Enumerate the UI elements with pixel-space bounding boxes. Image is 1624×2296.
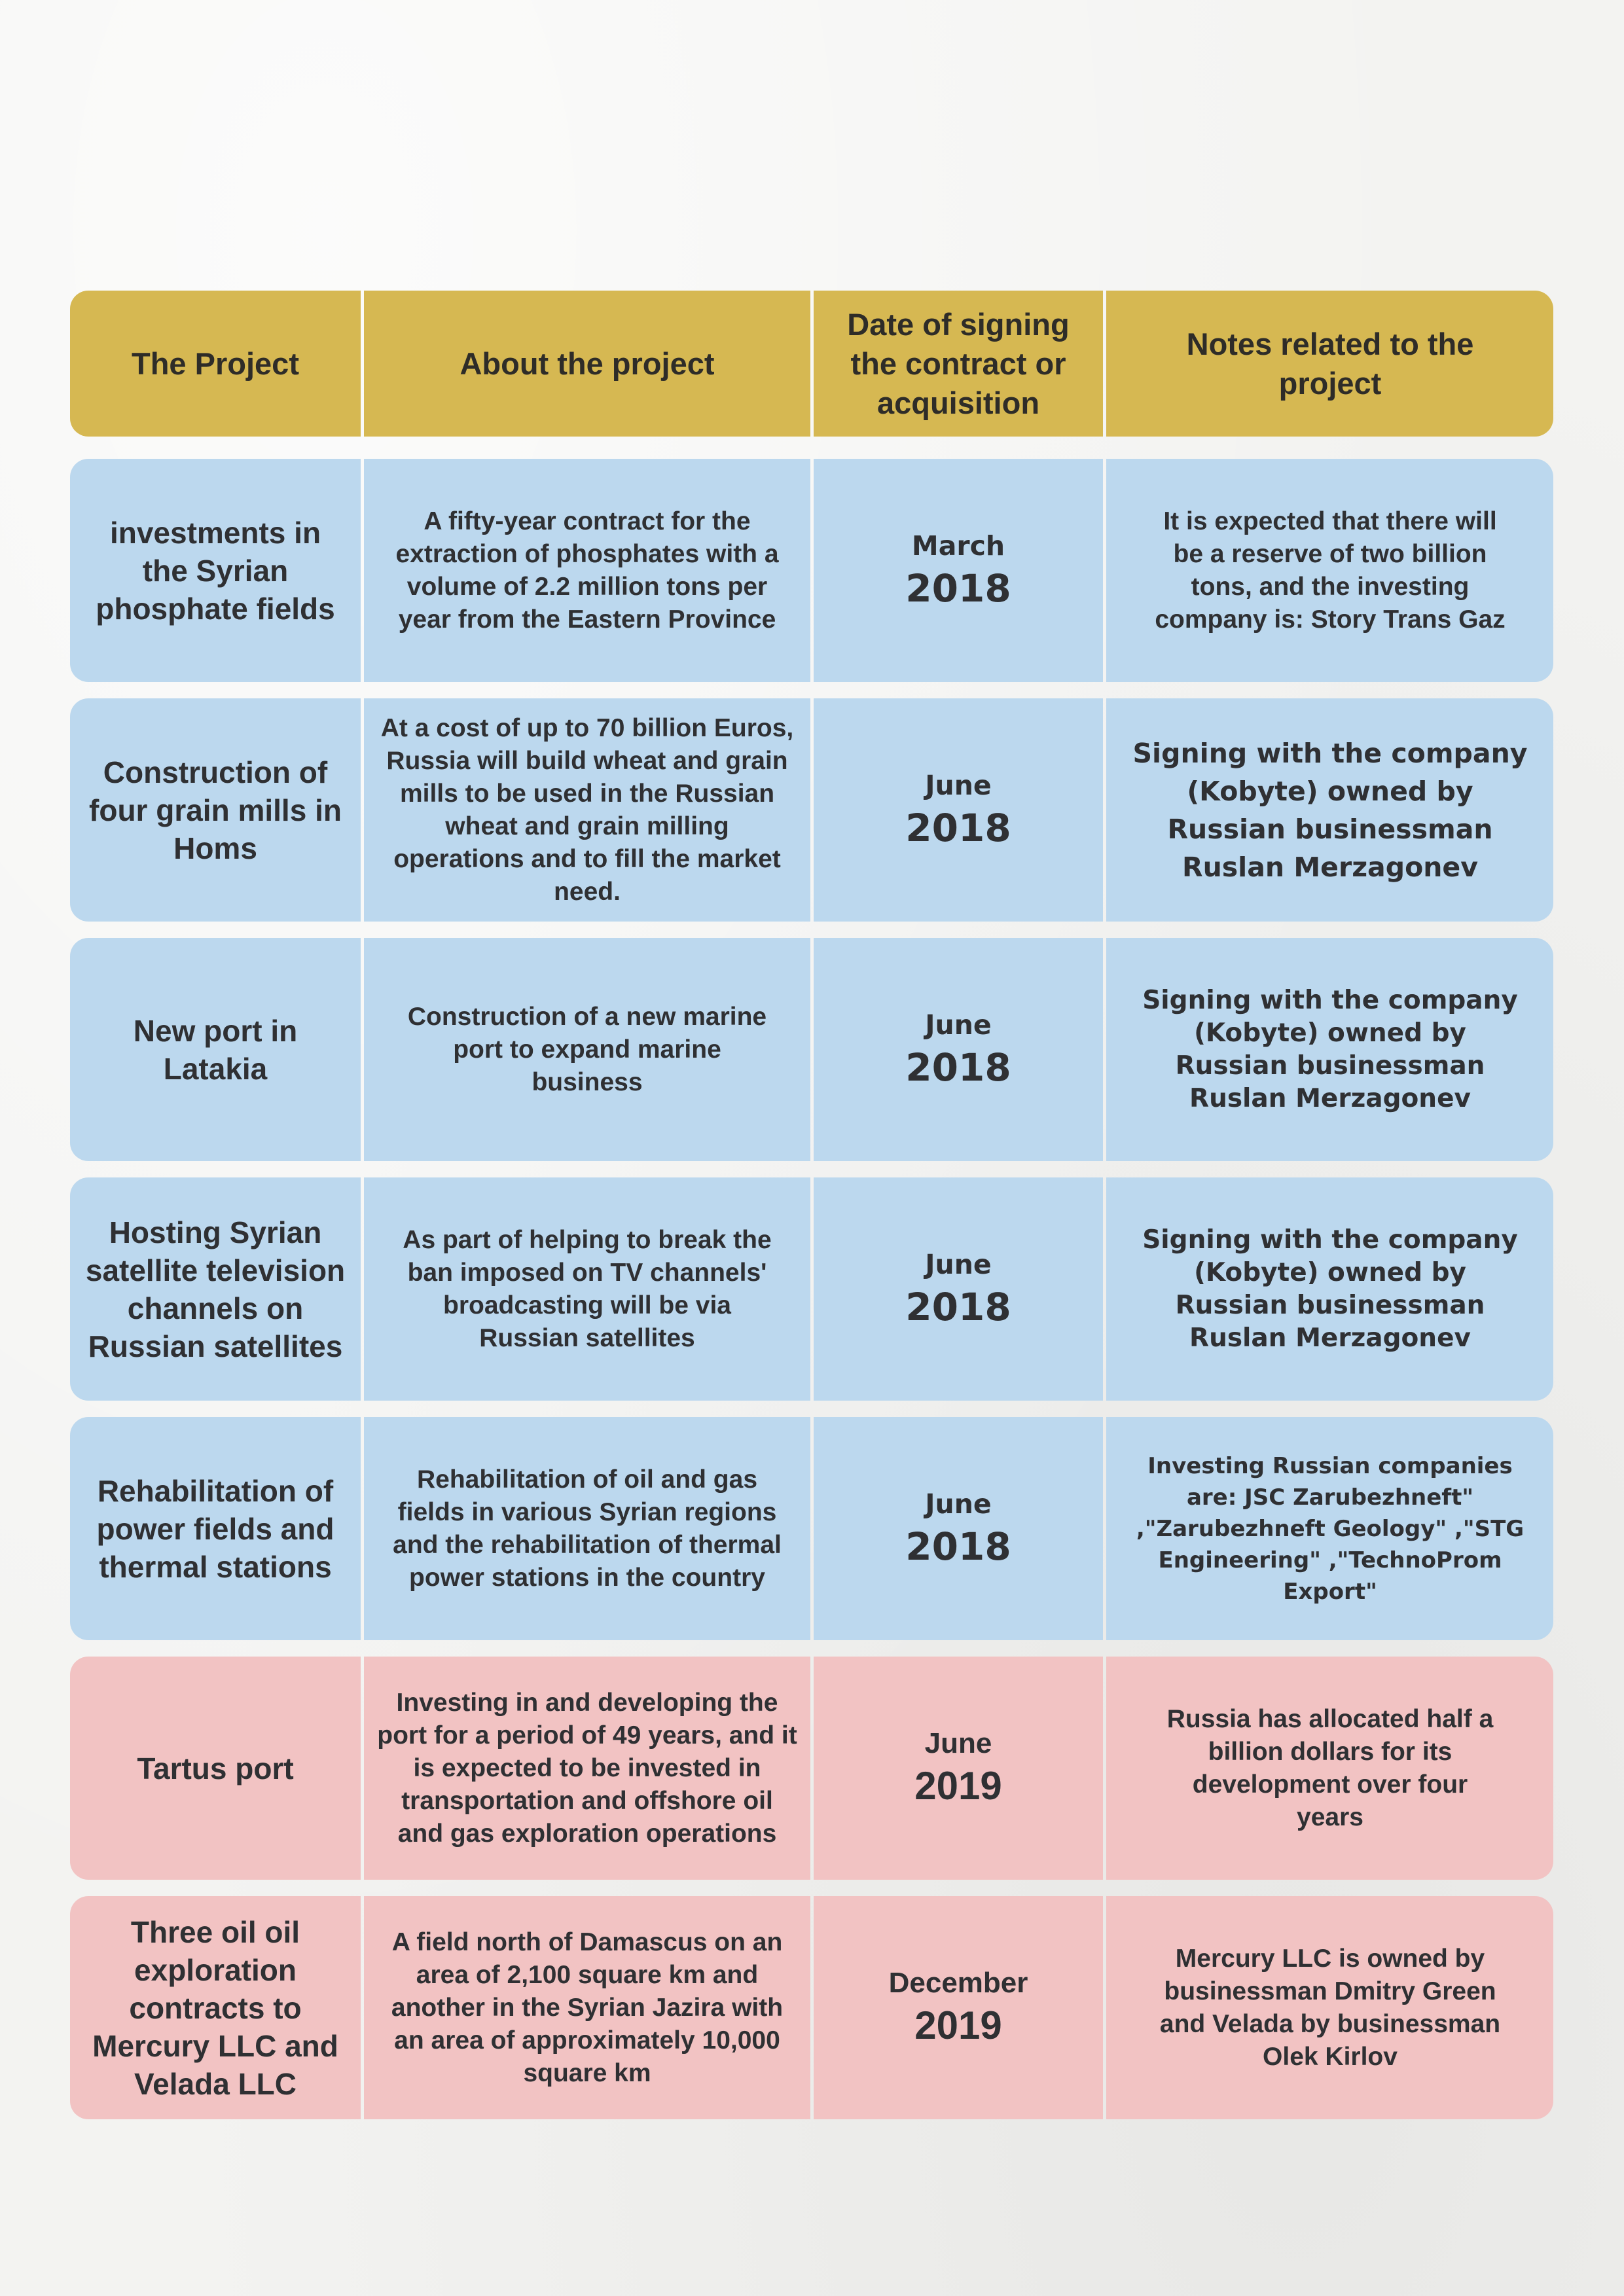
date-month: June [925, 769, 992, 801]
table-row [70, 459, 1553, 682]
project-cell: Hosting Syrian satellite television channels on Russian satellites [70, 1177, 361, 1401]
project-cell: Construction of four grain mills in Homs [70, 698, 361, 922]
header-about: About the project [364, 291, 810, 437]
about-cell: Rehabilitation of oil and gas fields in various Syrian regions and the rehabilitation of thermal power stations in the country [364, 1417, 810, 1640]
notes-cell: Mercury LLC is owned by businessman Dmitry Green and Velada by businessman Olek Kirlov [1106, 1896, 1553, 2119]
header-project: The Project [70, 291, 361, 437]
about-cell: As part of helping to break the ban imposed on TV channels' broadcasting will be via Russian satellites [364, 1177, 810, 1401]
date-month: June [924, 1727, 992, 1759]
date-year: 2018 [905, 1284, 1011, 1329]
project-cell: New port in Latakia [70, 938, 361, 1161]
date-cell [814, 938, 1103, 1161]
date-year: 2018 [905, 805, 1011, 850]
table-row [70, 1177, 1553, 1401]
date-month: December [888, 1966, 1028, 1999]
date-month: June [925, 1248, 992, 1280]
table-header-row [70, 291, 1553, 437]
date-year: 2018 [905, 1524, 1011, 1569]
notes-cell: Signing with the company (Kobyte) owned by Russian businessman Ruslan Merzagonev [1106, 1177, 1553, 1401]
header-notes: Notes related to the project [1106, 291, 1553, 437]
notes-cell: It is expected that there will be a reserve of two billion tons, and the investing company is: Story Trans Gaz [1106, 459, 1553, 682]
about-cell: A field north of Damascus on an area of 2,100 square km and another in the Syrian Jazira with an area of approximately 10,000 square km [364, 1896, 810, 2119]
about-cell: At a cost of up to 70 billion Euros, Russia will build wheat and grain mills to be used in the Russian wheat and grain milling operations and to fill the market need. [364, 698, 810, 922]
date-cell [814, 1177, 1103, 1401]
date-cell [814, 459, 1103, 682]
date-cell [814, 1417, 1103, 1640]
about-cell: A fifty-year contract for the extraction of phosphates with a volume of 2.2 million tons per year from the Eastern Province [364, 459, 810, 682]
date-year: 2018 [905, 565, 1011, 611]
notes-cell: Investing Russian companies are: JSC Zarubezhneft" ,"Zarubezhneft Geology" ,"STG Engineering" ,"TechnoProm Export" [1106, 1417, 1553, 1640]
notes-cell: Signing with the company (Kobyte) owned by Russian businessman Ruslan Merzagonev [1106, 938, 1553, 1161]
date-cell [814, 1896, 1103, 2119]
table-row [70, 1417, 1553, 1640]
project-cell: investments in the Syrian phosphate fields [70, 459, 361, 682]
date-year: 2018 [905, 1045, 1011, 1090]
notes-cell: Signing with the company (Kobyte) owned by Russian businessman Ruslan Merzagonev [1106, 698, 1553, 922]
date-month: June [925, 1488, 992, 1520]
about-cell: Construction of a new marine port to expand marine business [364, 938, 810, 1161]
table-row [70, 698, 1553, 922]
date-month: March [911, 529, 1005, 562]
date-year: 2019 [914, 2003, 1002, 2047]
table-row [70, 1657, 1553, 1880]
projects-table [70, 291, 1553, 2119]
header-date: Date of signing the contract or acquisition [814, 291, 1103, 437]
date-month: June [925, 1009, 992, 1041]
date-cell [814, 1657, 1103, 1880]
date-year: 2019 [914, 1763, 1002, 1808]
table-row [70, 938, 1553, 1161]
date-cell [814, 698, 1103, 922]
notes-cell: Russia has allocated half a billion dollars for its development over four years [1106, 1657, 1553, 1880]
about-cell: Investing in and developing the port for a period of 49 years, and it is expected to be invested in transportation and offshore oil and gas exploration operations [364, 1657, 810, 1880]
project-cell: Rehabilitation of power fields and thermal stations [70, 1417, 361, 1640]
table-row [70, 1896, 1553, 2119]
project-cell: Three oil oil exploration contracts to Mercury LLC and Velada LLC [70, 1896, 361, 2119]
project-cell: Tartus port [70, 1657, 361, 1880]
